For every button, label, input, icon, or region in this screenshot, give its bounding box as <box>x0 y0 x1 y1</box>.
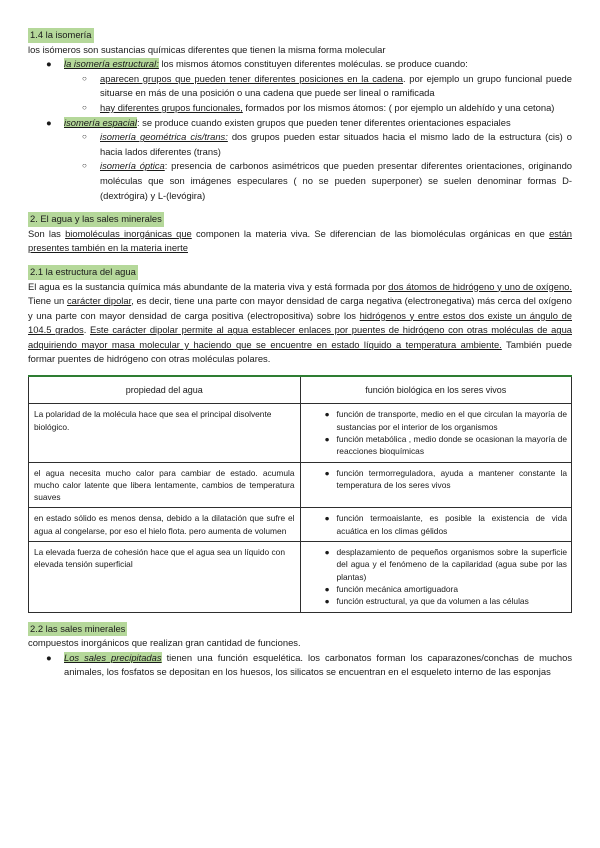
table-row <box>29 508 572 542</box>
estructura-agua-paragraph: El agua es la sustancia química más abundante de la materia viva y está formada por dos átomos de hidrógeno y uno de oxígeno. Tiene un carácter dipolar, es decir, tiene una parte con mayor densidad de carga negativa (electronegativa) más cerca del oxígeno y una parte con mayor densidad de carga positiva (electropositiva) sobre los hidrógenos y entre estos dos existe un ángulo de 104.5 grados. Este carácter dipolar permite al agua establecer enlaces por puentes de hidrógeno con otras moléculas de agua adquiriendo mayor masa molecular y haciendo que se encuentre en estado líquido a temperatura ambiente. También puede formar puentes de hidrógeno con otras moléculas polares. <box>28 280 572 365</box>
list-item: ● función estructural, ya que da volumen a las células <box>324 596 529 607</box>
column-header: propiedad del agua <box>29 376 301 404</box>
list-item: ○ isomería geométrica cis/trans: dos grupos pueden estar situados hacia el mismo lado de la estructura (cis) o hacia lados diferentes (trans) <box>82 131 573 157</box>
list-item: ● función metabólica , medio donde se ocasionan la mayoría de reacciones bioquímicas <box>324 433 567 457</box>
sales-minerales-intro: compuestos inorgánicos que realizan gran cantidad de funciones. <box>28 637 301 649</box>
list-item: ● función mecánica amortiguadora <box>324 583 459 594</box>
list-item: ○ aparecen grupos que pueden tener diferentes posiciones en la cadena. por ejemplo un grupo funcional puede situarse en más de una posición o una cadena que puede ser lineal o ramificada <box>82 72 572 99</box>
hollow-bullet-icon: ○ <box>82 102 87 112</box>
table-cell: el agua necesita mucho calor para cambiar de estado. acumula mucho calor latente que libera lentamente, cambios de temperatura suaves <box>29 462 301 508</box>
heading-estructura-agua: 2.1 la estructura del agua <box>28 265 572 280</box>
sales-list <box>28 651 572 680</box>
table-cell: La elevada fuerza de cohesión hace que el agua sea un líquido con elevada tensión superficial <box>29 542 301 612</box>
list-item: ● Los sales precipitadas tienen una función esquelética. los carbonatos forman los caparazones/conchas de muchos animales, los fosfatos se depositan en los huesos, los silicatos se encuentran en el esqueleto interno de las esponjas <box>46 651 573 678</box>
heading-agua-sales: 2. El agua y las sales minerales <box>28 212 572 227</box>
agua-sales-paragraph: Son las biomoléculas inorgánicas que componen la materia viva. Se diferencian de las biomoléculas orgánicas en que están presentes también en la materia inerte <box>28 227 573 254</box>
column-header: función biológica en los seres vivos <box>300 376 572 404</box>
table-row <box>29 404 572 462</box>
list-item: ● isomería espacial: se produce cuando existen grupos que pueden tener diferentes orientaciones espaciales <box>28 116 572 131</box>
hollow-bullet-icon: ○ <box>82 73 87 83</box>
table-cell: en estado sólido es menos densa, debido a la dilatación que sufre el agua al congelarse, por eso el hielo flota. pero aumenta de volumen <box>29 508 301 542</box>
list-item: ● función termorreguladora, ayuda a mantener constante la temperatura de los seres vivos <box>324 467 567 490</box>
table-cell: La polaridad de la molécula hace que sea el principal disolvente biológico. <box>29 404 301 462</box>
isomeria-list <box>28 57 572 203</box>
table-row <box>29 542 572 612</box>
list-item: ● la isomería estructural: los mismos átomos constituyen diferentes moléculas. se produce cuando: <box>28 57 572 72</box>
list-item: ○ isomería óptica: presencia de carbonos asimétricos que pueden presentar diferentes orientaciones, originando moléculas que son imágenes especulares ( no se pueden superponer) se suelen denominar formas D-(dextrógira) y L-(levógira) <box>82 160 572 201</box>
list-item: ○ hay diferentes grupos funcionales, formados por los mismos átomos: ( por ejemplo un aldehído y una cetona) <box>28 101 572 116</box>
heading-sales-minerales: 2.2 las sales minerales <box>28 622 572 637</box>
bullet-icon: ● <box>46 651 52 663</box>
list-item: ● función de transporte, medio en el que circulan la mayoría de sustancias por el interior de los organismos <box>324 409 567 432</box>
table-cell <box>300 542 572 612</box>
table-cell <box>300 404 572 462</box>
bullet-icon: ● <box>46 116 52 128</box>
table-row <box>29 462 572 508</box>
list-item: ● función termoaislante, es posible la existencia de vida acuática en los climas gélidos <box>324 513 567 536</box>
list-item: ● desplazamiento de pequeños organismos sobre la superficie del agua y el fenómeno de la capilaridad (agua sube por las plantas) <box>324 547 567 582</box>
agua-properties-table <box>28 375 572 612</box>
table-cell <box>300 462 572 508</box>
heading-isomeria: 1.4 la isomería <box>28 28 572 43</box>
hollow-bullet-icon: ○ <box>82 132 87 142</box>
bullet-icon: ● <box>46 58 52 70</box>
table-cell <box>300 508 572 542</box>
hollow-bullet-icon: ○ <box>82 161 87 171</box>
isomeria-intro: los isómeros son sustancias químicas diferentes que tienen la misma forma molecular <box>28 43 386 55</box>
document-page <box>28 28 572 680</box>
